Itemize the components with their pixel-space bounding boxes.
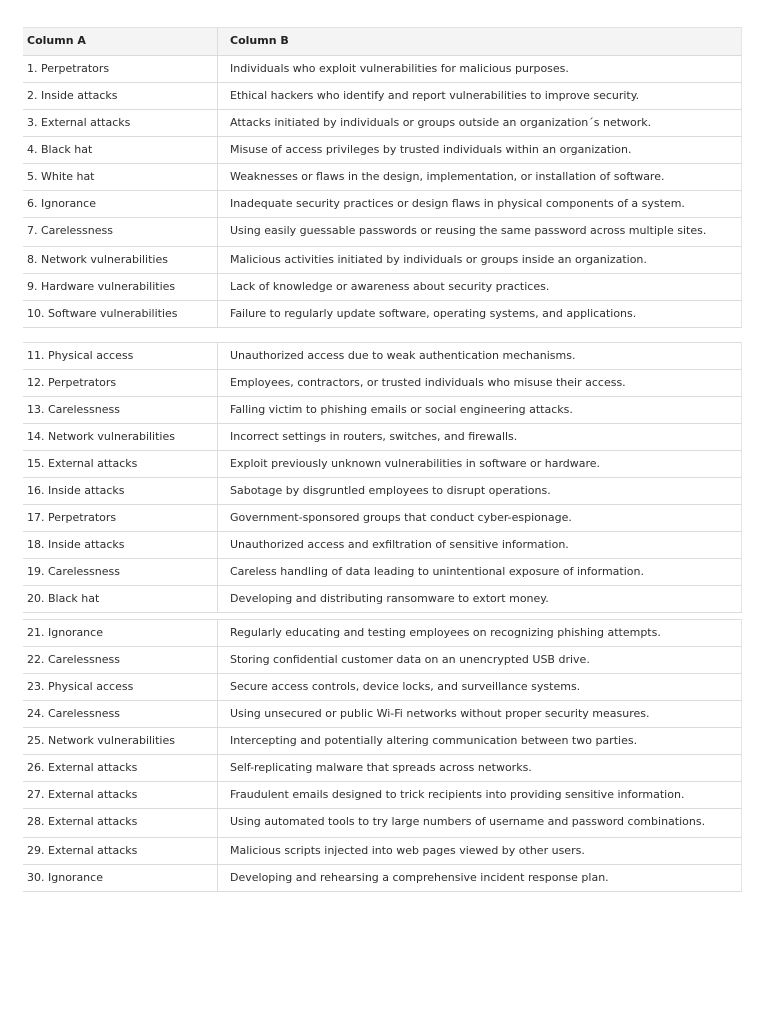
column-b-header: Column B [218,28,742,56]
table-row [23,274,742,301]
table-row [23,110,742,137]
table-row [23,424,742,451]
term-cell: 4. Black hat [23,137,218,164]
table-row [23,218,742,247]
term-cell: 15. External attacks [23,451,218,478]
table-row [23,83,742,110]
definition-cell: Unauthorized access and exfiltration of sensitive information. [218,532,742,559]
matching-table-part-3 [23,619,742,892]
term-cell: 8. Network vulnerabilities [23,247,218,274]
definition-cell: Exploit previously unknown vulnerabilities in software or hardware. [218,451,742,478]
term-cell: 25. Network vulnerabilities [23,728,218,755]
definition-cell: Ethical hackers who identify and report vulnerabilities to improve security. [218,83,742,110]
term-cell: 2. Inside attacks [23,83,218,110]
definition-cell: Careless handling of data leading to unintentional exposure of information. [218,559,742,586]
table-row [23,191,742,218]
table-header-row [23,28,742,56]
table-row [23,451,742,478]
definition-cell: Incorrect settings in routers, switches, and firewalls. [218,424,742,451]
table-row [23,532,742,559]
table-row [23,586,742,613]
term-cell: 11. Physical access [23,343,218,370]
table-row [23,755,742,782]
term-cell: 3. External attacks [23,110,218,137]
table-row [23,620,742,647]
definition-cell: Misuse of access privileges by trusted individuals within an organization. [218,137,742,164]
definition-cell: Storing confidential customer data on an unencrypted USB drive. [218,647,742,674]
term-cell: 17. Perpetrators [23,505,218,532]
definition-cell: Regularly educating and testing employees on recognizing phishing attempts. [218,620,742,647]
term-cell: 20. Black hat [23,586,218,613]
term-cell: 28. External attacks [23,809,218,838]
term-cell: 18. Inside attacks [23,532,218,559]
term-cell: 27. External attacks [23,782,218,809]
table-row [23,728,742,755]
definition-cell: Developing and distributing ransomware to extort money. [218,586,742,613]
definition-cell: Fraudulent emails designed to trick recipients into providing sensitive information. [218,782,742,809]
term-cell: 22. Carelessness [23,647,218,674]
table-row [23,301,742,328]
term-cell: 6. Ignorance [23,191,218,218]
table-row [23,559,742,586]
term-cell: 13. Carelessness [23,397,218,424]
table-row [23,247,742,274]
definition-cell: Failure to regularly update software, operating systems, and applications. [218,301,742,328]
definition-cell: Using easily guessable passwords or reusing the same password across multiple sites. [218,218,742,247]
term-cell: 16. Inside attacks [23,478,218,505]
definition-cell: Developing and rehearsing a comprehensive incident response plan. [218,865,742,892]
definition-cell: Unauthorized access due to weak authentication mechanisms. [218,343,742,370]
term-cell: 24. Carelessness [23,701,218,728]
definition-cell: Lack of knowledge or awareness about security practices. [218,274,742,301]
definition-cell: Malicious scripts injected into web pages viewed by other users. [218,838,742,865]
definition-cell: Malicious activities initiated by individuals or groups inside an organization. [218,247,742,274]
definition-cell: Inadequate security practices or design flaws in physical components of a system. [218,191,742,218]
table-row [23,809,742,838]
table-row [23,370,742,397]
table-row [23,865,742,892]
matching-table-part-1 [23,27,742,328]
definition-cell: Sabotage by disgruntled employees to disrupt operations. [218,478,742,505]
term-cell: 12. Perpetrators [23,370,218,397]
table-row [23,838,742,865]
term-cell: 23. Physical access [23,674,218,701]
column-a-header: Column A [23,28,218,56]
term-cell: 7. Carelessness [23,218,218,247]
table-row [23,701,742,728]
definition-cell: Using automated tools to try large numbers of username and password combinations. [218,809,742,838]
definition-cell: Using unsecured or public Wi-Fi networks without proper security measures. [218,701,742,728]
table-row [23,647,742,674]
table-row [23,505,742,532]
term-cell: 19. Carelessness [23,559,218,586]
matching-table-part-2 [23,342,742,613]
term-cell: 30. Ignorance [23,865,218,892]
table-row [23,56,742,83]
definition-cell: Weaknesses or flaws in the design, implementation, or installation of software. [218,164,742,191]
definition-cell: Secure access controls, device locks, and surveillance systems. [218,674,742,701]
table-row [23,343,742,370]
term-cell: 9. Hardware vulnerabilities [23,274,218,301]
term-cell: 14. Network vulnerabilities [23,424,218,451]
definition-cell: Self-replicating malware that spreads across networks. [218,755,742,782]
table-row [23,397,742,424]
definition-cell: Government-sponsored groups that conduct cyber-espionage. [218,505,742,532]
term-cell: 26. External attacks [23,755,218,782]
term-cell: 21. Ignorance [23,620,218,647]
definition-cell: Employees, contractors, or trusted individuals who misuse their access. [218,370,742,397]
table-row [23,674,742,701]
term-cell: 29. External attacks [23,838,218,865]
table-row [23,164,742,191]
table-row [23,782,742,809]
definition-cell: Individuals who exploit vulnerabilities for malicious purposes. [218,56,742,83]
definition-cell: Intercepting and potentially altering communication between two parties. [218,728,742,755]
term-cell: 10. Software vulnerabilities [23,301,218,328]
term-cell: 1. Perpetrators [23,56,218,83]
table-row [23,137,742,164]
table-row [23,478,742,505]
definition-cell: Falling victim to phishing emails or social engineering attacks. [218,397,742,424]
term-cell: 5. White hat [23,164,218,191]
definition-cell: Attacks initiated by individuals or groups outside an organization´s network. [218,110,742,137]
